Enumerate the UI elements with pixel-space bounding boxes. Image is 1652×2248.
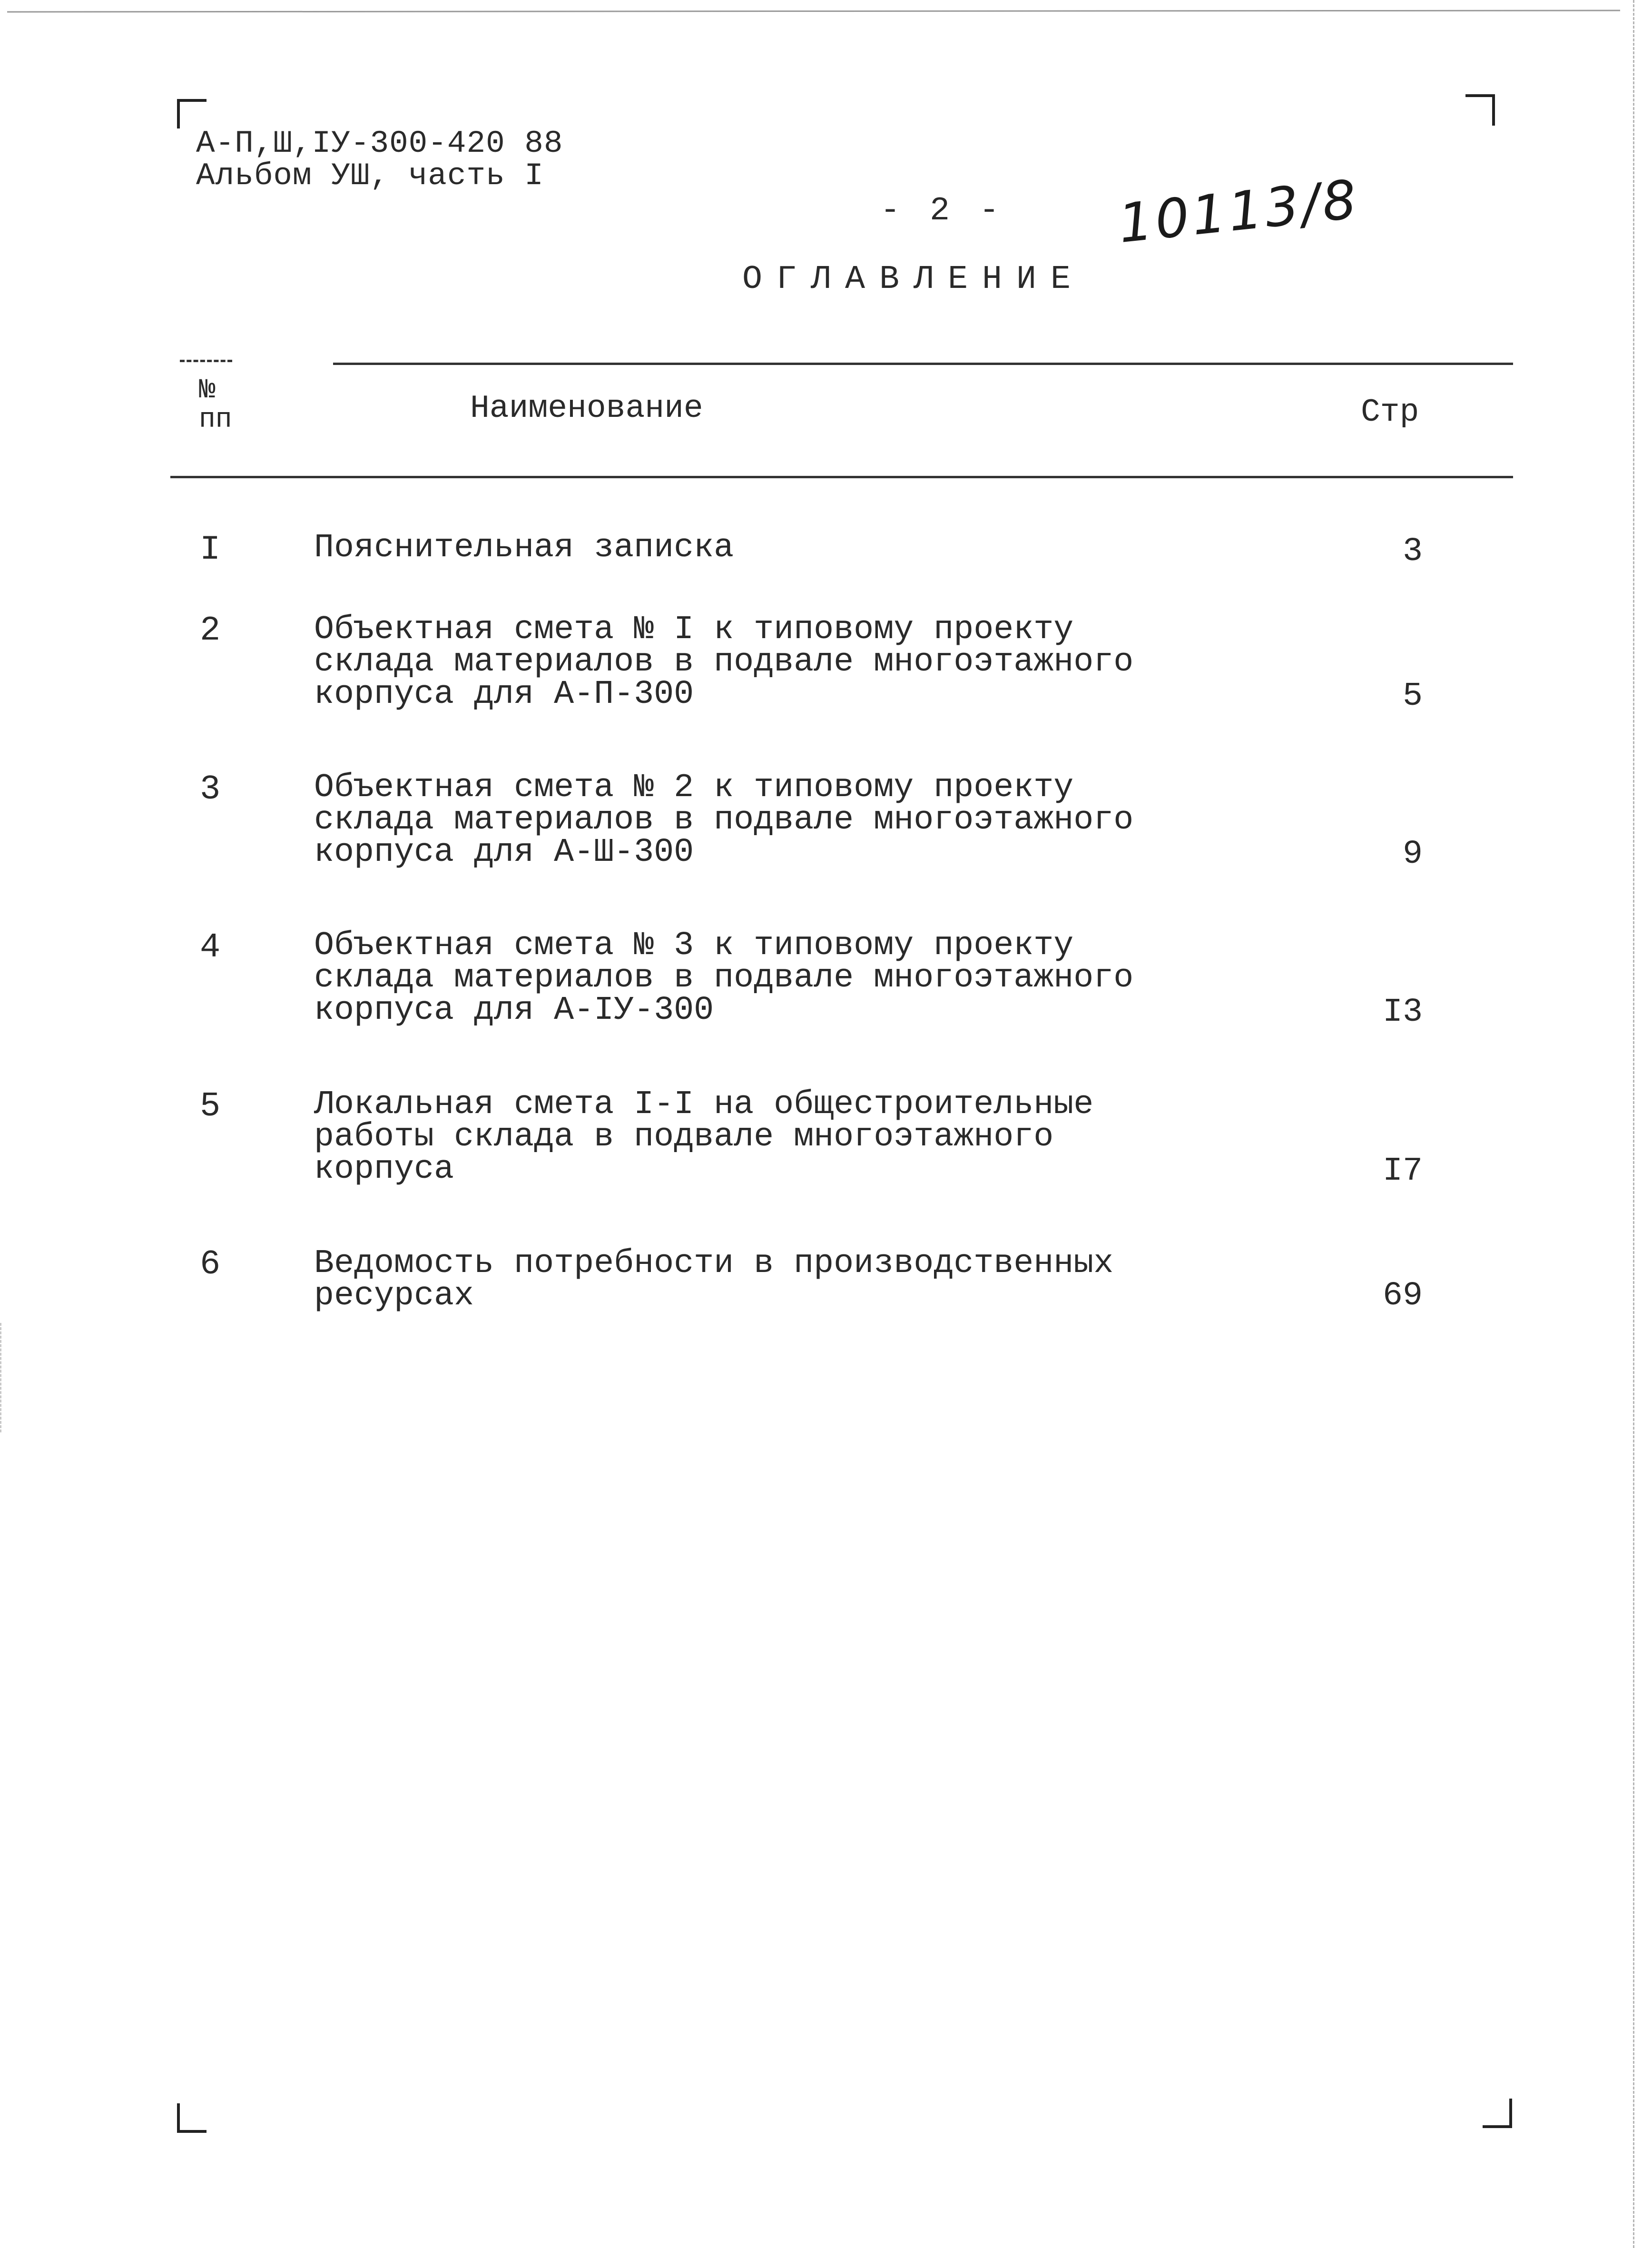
column-header-number: № пп xyxy=(199,375,232,435)
column-header-name: Наименование xyxy=(470,390,703,427)
table-top-rule-left xyxy=(180,360,232,362)
row-title: Объектная смета № 2 к типовому проекту склада материалов в подвале многоэтажного корпуса для А-Ш-300 xyxy=(314,769,1134,871)
row-page: 3 xyxy=(1402,533,1423,571)
row-number: I xyxy=(200,530,221,569)
document-code xyxy=(196,128,563,192)
scan-edge-left xyxy=(0,1323,1,1432)
row-number: 4 xyxy=(200,928,221,967)
scan-edge-top xyxy=(7,10,1620,13)
row-page: 5 xyxy=(1402,678,1423,715)
corner-mark-top-left xyxy=(177,99,206,128)
row-number: 6 xyxy=(200,1245,221,1284)
row-number: 5 xyxy=(200,1087,221,1126)
row-title: Локальная смета I-I на общестроительные работы склада в подвале многоэтажного корпуса xyxy=(314,1086,1094,1188)
row-page: 9 xyxy=(1402,836,1423,873)
row-title: Ведомость потребности в производственных ресурсах xyxy=(314,1245,1114,1315)
handwritten-number: 10113/8 xyxy=(1115,168,1362,256)
row-page: 69 xyxy=(1382,1277,1423,1315)
row-number: 3 xyxy=(200,770,221,809)
page-title: ОГЛАВЛЕНИЕ xyxy=(742,261,1085,298)
row-title: Объектная смета № I к типовому проекту склада материалов в подвале многоэтажного корпуса для А-П-300 xyxy=(314,611,1134,713)
document-code-line2: Альбом УШ, часть I xyxy=(196,158,544,194)
corner-mark-bottom-right xyxy=(1483,2099,1512,2128)
row-page: I7 xyxy=(1382,1153,1423,1190)
row-number: 2 xyxy=(200,611,221,650)
table-top-rule xyxy=(333,363,1513,365)
page-number: - 2 - xyxy=(880,192,1004,230)
corner-mark-top-right xyxy=(1465,94,1495,126)
table-header-rule xyxy=(170,476,1513,478)
corner-mark-bottom-left xyxy=(177,2103,206,2133)
column-header-page: Стр xyxy=(1361,394,1419,431)
document-code-line1: А-П,Ш,IУ-300-420 88 xyxy=(196,126,563,161)
row-title: Пояснительная записка xyxy=(314,529,734,567)
row-title: Объектная смета № 3 к типовому проекту склада материалов в подвале многоэтажного корпуса для А-IУ-300 xyxy=(314,927,1134,1029)
scan-edge-right xyxy=(1633,0,1634,2248)
row-page: I3 xyxy=(1382,994,1423,1031)
